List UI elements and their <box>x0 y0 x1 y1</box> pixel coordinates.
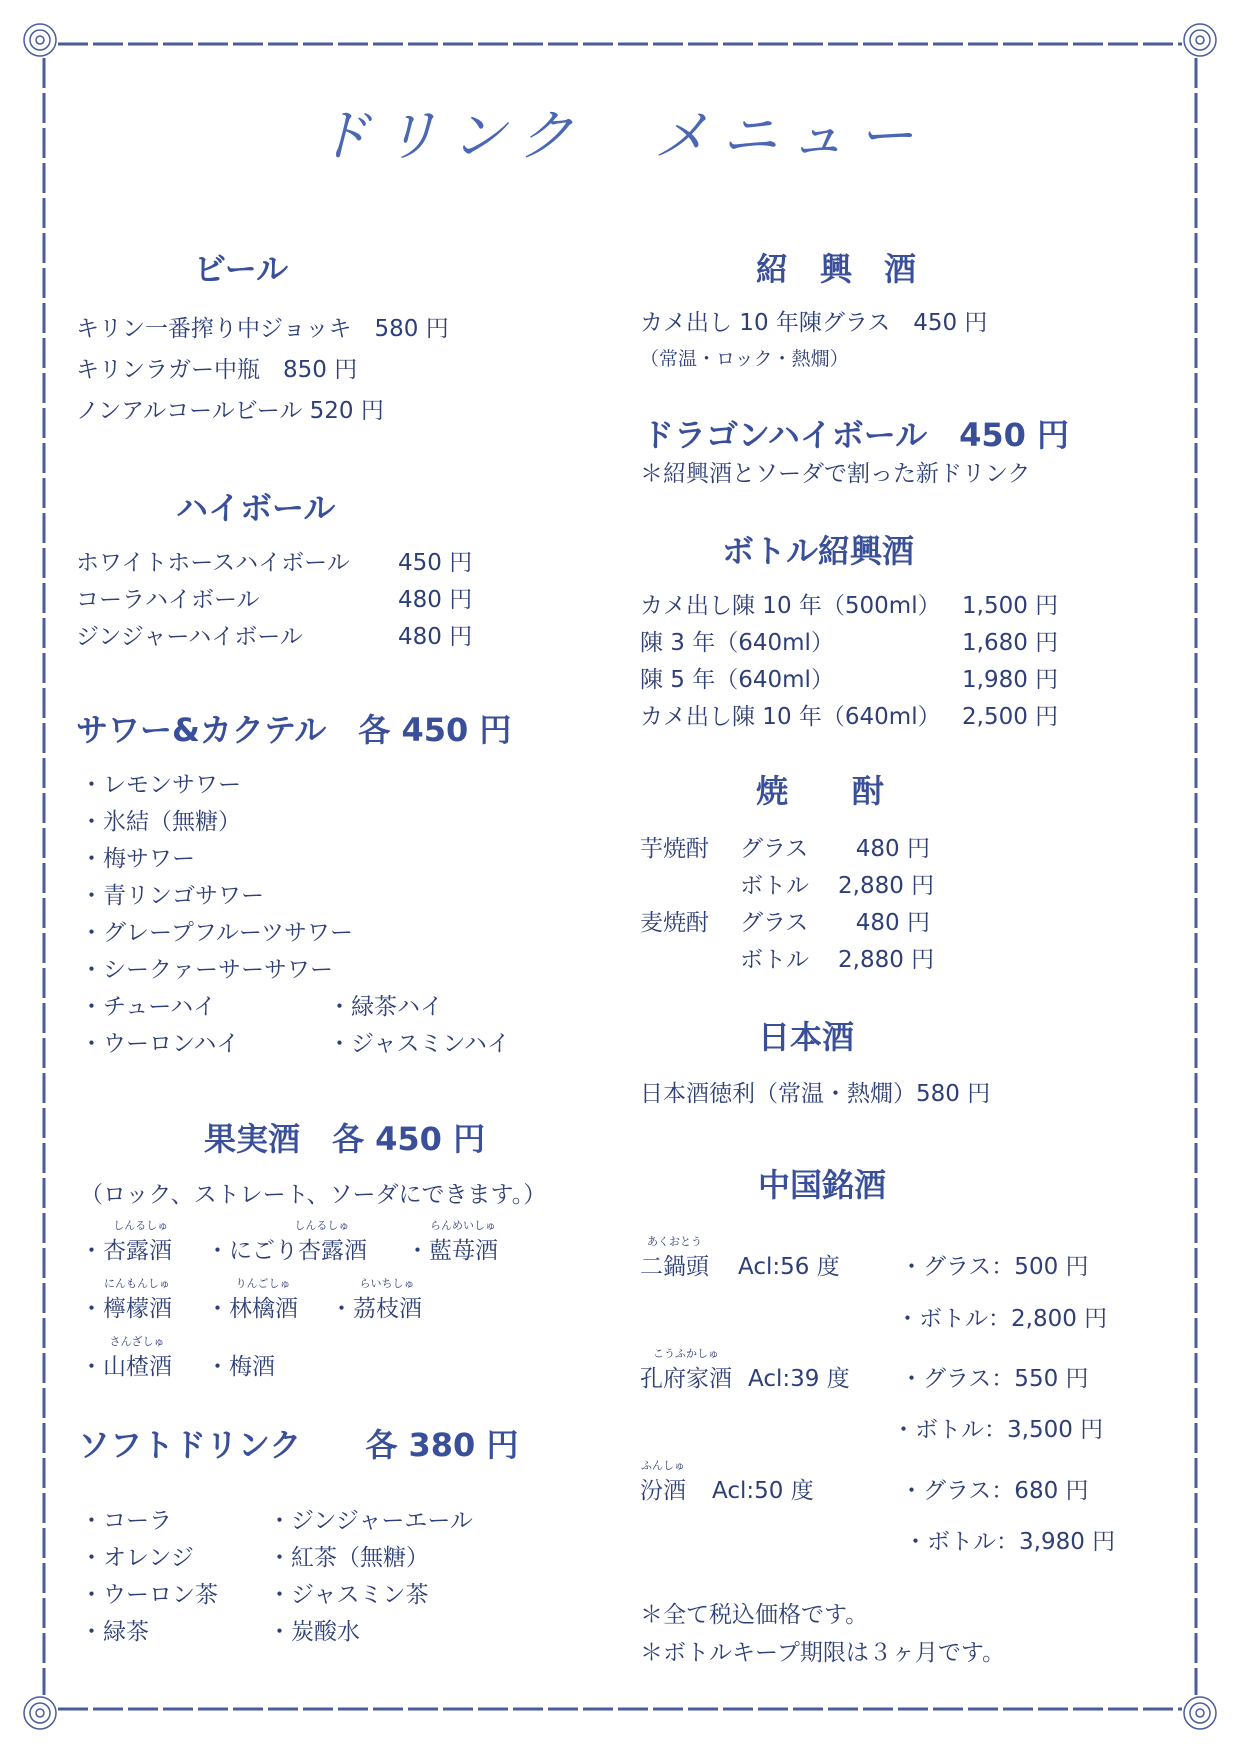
sake-item: 日本酒徳利（常温・熱燗）580 円 <box>640 1081 991 1107</box>
soft-item: ・オレンジ <box>80 1545 194 1571</box>
sour-item: ・ウーロンハイ <box>80 1031 240 1057</box>
chinese-heading: 中国銘酒 <box>758 1166 887 1204</box>
bottle-item-name: カメ出し陳 10 年（500ml） <box>640 593 941 619</box>
corner-ornament-br <box>1184 1697 1216 1729</box>
fruit-item: さんざしゅ ・山楂酒 <box>80 1335 172 1380</box>
fruit-heading: 果実酒 各 450 円 <box>204 1120 486 1158</box>
fruit-item: りんごしゅ ・林檎酒 <box>206 1277 298 1322</box>
fruit-item: しんるしゅ ・杏露酒 <box>80 1219 172 1264</box>
beer-item: ノンアルコールビール 520 円 <box>76 398 384 424</box>
shochu-heading: 焼 酎 <box>756 772 885 810</box>
shochu-item-price: 2,880 円 <box>838 873 935 899</box>
fruit-note: （ロック、ストレート、ソーダにできます。） <box>80 1182 547 1208</box>
sake-heading: 日本酒 <box>758 1018 855 1056</box>
sour-item: ・緑茶ハイ <box>328 994 443 1020</box>
shochu-item-price: 2,880 円 <box>838 947 935 973</box>
soft-item: ・コーラ <box>80 1508 172 1534</box>
fruit-item: らんめいしゅ ・藍苺酒 <box>406 1219 498 1264</box>
chinese-item-bottle: ・ボトル：2,800 円 <box>896 1306 1108 1332</box>
sour-item: ・シークァーサーサワー <box>80 957 333 983</box>
soft-item: ・炭酸水 <box>268 1619 360 1645</box>
soft-item: ・緑茶 <box>80 1619 149 1645</box>
highball-item-name: ジンジャーハイボール <box>76 624 303 650</box>
beer-item: キリンラガー中瓶 850 円 <box>76 357 358 383</box>
shaoxing-heading: 紹 興 酒 <box>756 250 917 288</box>
bottle-heading: ボトル紹興酒 <box>722 532 915 570</box>
sour-item: ・チューハイ <box>80 994 217 1020</box>
bottle-item-price: 2,500 円 <box>962 704 1059 730</box>
shochu-item-name: 麦焼酎 <box>640 910 709 936</box>
dragon-note: ＊紹興酒とソーダで割った新ドリンク <box>640 461 1031 487</box>
footnote: ＊ボトルキープ期限は３ヶ月です。 <box>640 1640 1006 1666</box>
highball-heading: ハイボール <box>176 489 336 527</box>
chinese-item-glass: ・グラス：680 円 <box>900 1478 1089 1504</box>
corner-ornament-tl <box>24 24 56 56</box>
chinese-item-acl: Acl:39 度 <box>748 1366 850 1392</box>
chinese-item-name: ふんしゅ 汾酒 <box>640 1459 686 1504</box>
sour-item: ・梅サワー <box>80 846 195 872</box>
menu-title: ドリンク メニュー <box>314 104 926 169</box>
sour-item: ・ジャスミンハイ <box>328 1031 510 1057</box>
chinese-item-glass: ・グラス：500 円 <box>900 1254 1089 1280</box>
highball-item-price: 480 円 <box>398 624 473 650</box>
bottle-item-price: 1,980 円 <box>962 667 1059 693</box>
soft-heading: ソフトドリンク 各 380 円 <box>78 1426 519 1464</box>
fruit-item: ・梅酒 <box>206 1354 275 1380</box>
soft-item: ・ジャスミン茶 <box>268 1582 429 1608</box>
bottle-item-price: 1,680 円 <box>962 630 1059 656</box>
highball-item-name: コーラハイボール <box>76 587 260 613</box>
beer-item: キリン一番搾り中ジョッキ 580 円 <box>76 316 449 342</box>
beer-heading: ビール <box>194 250 289 288</box>
sour-item: ・青リンゴサワー <box>80 883 264 909</box>
shochu-item-type: グラス <box>740 836 809 862</box>
fruit-item: しんるしゅ ・にごり杏露酒 <box>206 1219 367 1264</box>
shochu-item-name: 芋焼酎 <box>640 836 709 862</box>
chinese-item-bottle: ・ボトル：3,500 円 <box>892 1417 1104 1443</box>
highball-item-price: 450 円 <box>398 550 473 576</box>
shochu-item-type: グラス <box>740 910 809 936</box>
chinese-item-name: こうふかしゅ 孔府家酒 <box>640 1347 732 1392</box>
bottle-item-name: カメ出し陳 10 年（640ml） <box>640 704 941 730</box>
sour-item: ・氷結（無糖） <box>80 809 241 835</box>
chinese-item-acl: Acl:56 度 <box>738 1254 840 1280</box>
chinese-item-acl: Acl:50 度 <box>712 1478 814 1504</box>
sour-item: ・グレープフルーツサワー <box>80 920 354 946</box>
corner-ornament-tr <box>1184 24 1216 56</box>
dragon-heading: ドラゴンハイボール 450 円 <box>642 416 1070 454</box>
soft-item: ・ウーロン茶 <box>80 1582 218 1608</box>
sour-item: ・レモンサワー <box>80 772 241 798</box>
sour-heading: サワー&カクテル 各 450 円 <box>76 711 512 749</box>
fruit-item: にんもんしゅ ・檸檬酒 <box>80 1277 172 1322</box>
shaoxing-note: （常温・ロック・熱燗） <box>640 348 849 370</box>
shochu-item-price: 480 円 <box>855 836 930 862</box>
bottle-item-name: 陳 3 年（640ml） <box>640 630 834 656</box>
chinese-item-bottle: ・ボトル：3,980 円 <box>904 1529 1116 1555</box>
shochu-item-price: 480 円 <box>855 910 930 936</box>
highball-item-name: ホワイトホースハイボール <box>76 550 350 576</box>
bottle-item-name: 陳 5 年（640ml） <box>640 667 834 693</box>
shochu-item-type: ボトル <box>740 873 809 899</box>
bottle-item-price: 1,500 円 <box>962 593 1059 619</box>
corner-ornament-bl <box>24 1697 56 1729</box>
shochu-item-type: ボトル <box>740 947 809 973</box>
soft-item: ・紅茶（無糖） <box>268 1545 429 1571</box>
shaoxing-item: カメ出し 10 年陳グラス 450 円 <box>640 310 988 336</box>
footnote: ＊全て税込価格です。 <box>640 1602 869 1628</box>
chinese-item-name: あくおとう 二鍋頭 <box>640 1235 709 1280</box>
highball-item-price: 480 円 <box>398 587 473 613</box>
chinese-item-glass: ・グラス：550 円 <box>900 1366 1089 1392</box>
fruit-item: らいちしゅ ・茘枝酒 <box>330 1277 422 1322</box>
soft-item: ・ジンジャーエール <box>268 1508 473 1534</box>
